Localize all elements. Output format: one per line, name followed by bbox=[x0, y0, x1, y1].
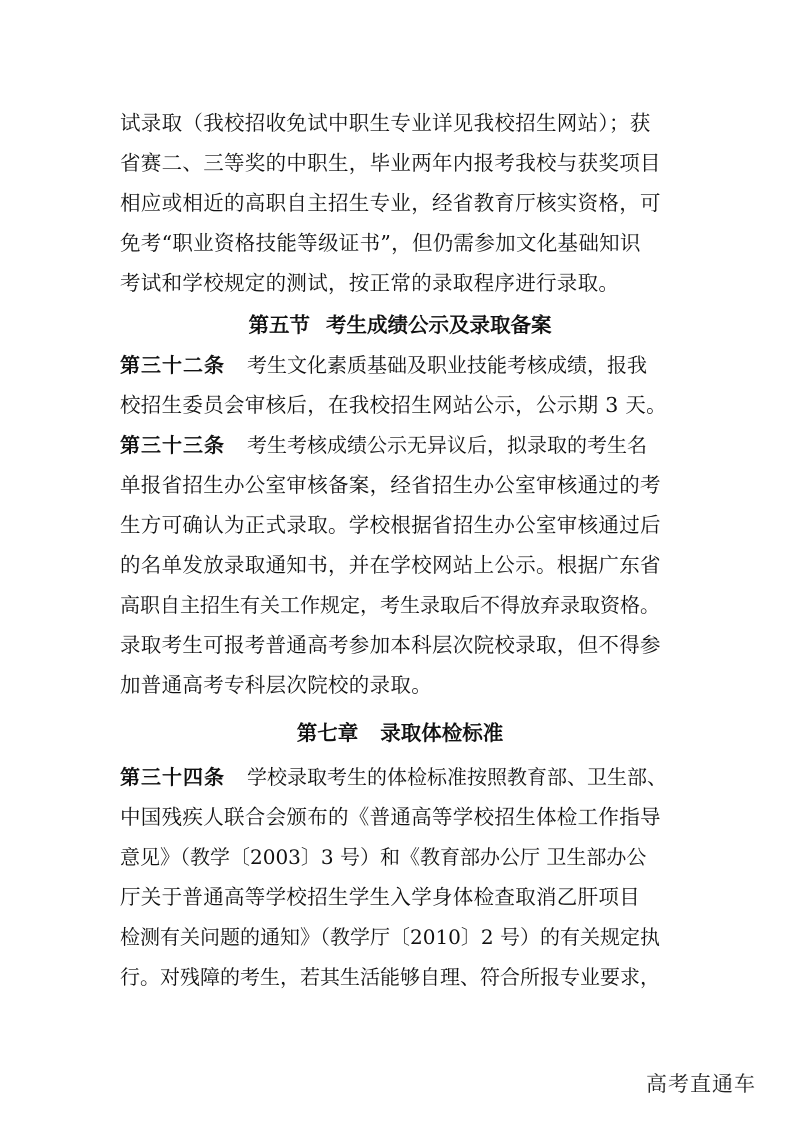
top-paragraph bbox=[120, 103, 680, 303]
article-first-line bbox=[120, 345, 680, 385]
article-text: 学校录取考生的体检标准按照教育部、卫生部、 bbox=[247, 765, 667, 789]
article-first-line bbox=[120, 757, 680, 797]
article-text: 考生考核成绩公示无异议后，拟录取的考生名 bbox=[247, 433, 647, 457]
paragraph-line: 的名单发放录取通知书，并在学校网站上公示。根据广东省 bbox=[120, 553, 661, 577]
paragraph-line: 意见》（教学〔2003〕3 号）和《教育部办公厅 卫生部办公 bbox=[120, 845, 647, 869]
paragraph-line: 相应或相近的高职自主招生专业，经省教育厅核实资格，可 bbox=[120, 191, 661, 215]
paragraph-line: 单报省招生办公室审核备案，经省招生办公室审核通过的考 bbox=[120, 473, 661, 497]
article-number: 第三十四条 bbox=[120, 765, 225, 789]
document-body bbox=[120, 103, 680, 997]
paragraph-line: 试录取（我校招收免试中职生专业详见我校招生网站）；获 bbox=[120, 111, 651, 135]
section-heading bbox=[120, 305, 680, 345]
article-34 bbox=[120, 757, 680, 997]
article-first-line bbox=[120, 425, 680, 465]
chapter-number: 第七章 bbox=[296, 721, 359, 745]
paragraph-line: 加普通高考专科层次院校的录取。 bbox=[120, 673, 432, 697]
paragraph-line: 录取考生可报考普通高考参加本科层次院校录取，但不得参 bbox=[120, 633, 661, 657]
chapter-heading bbox=[120, 713, 680, 753]
chapter-title: 录取体检标准 bbox=[380, 721, 504, 745]
paragraph-line: 中国残疾人联合会颁布的《普通高等学校招生体检工作指导 bbox=[120, 805, 661, 829]
paragraph-line: 检测有关问题的通知》（教学厅〔2010〕2 号）的有关规定执 bbox=[120, 925, 660, 949]
article-number: 第三十三条 bbox=[120, 433, 225, 457]
paragraph-line: 厅关于普通高等学校招生学生入学身体检查取消乙肝项目 bbox=[120, 885, 640, 909]
paragraph-line: 免考“职业资格技能等级证书”，但仍需参加文化基础知识 bbox=[120, 231, 641, 255]
section-title: 考生成绩公示及录取备案 bbox=[326, 313, 552, 337]
paragraph-line: 高职自主招生有关工作规定，考生录取后不得放弃录取资格。 bbox=[120, 593, 660, 617]
paragraph-line: 生方可确认为正式录取。学校根据省招生办公室审核通过后 bbox=[120, 513, 661, 537]
paragraph-line: 省赛二、三等奖的中职生，毕业两年内报考我校与获奖项目 bbox=[120, 151, 661, 175]
watermark-text: 高考直通车 bbox=[646, 1072, 756, 1096]
article-33 bbox=[120, 425, 680, 705]
section-number: 第五节 bbox=[248, 313, 310, 337]
paragraph-line: 考试和学校规定的测试，按正常的录取程序进行录取。 bbox=[120, 271, 620, 295]
paragraph-line: 行。对残障的考生，若其生活能够自理、符合所报专业要求， bbox=[120, 965, 660, 989]
paragraph-line: 校招生委员会审核后，在我校招生网站公示，公示期 3 天。 bbox=[120, 393, 667, 417]
article-number: 第三十二条 bbox=[120, 353, 225, 377]
article-32 bbox=[120, 345, 680, 425]
article-text: 考生文化素质基础及职业技能考核成绩，报我 bbox=[247, 353, 647, 377]
